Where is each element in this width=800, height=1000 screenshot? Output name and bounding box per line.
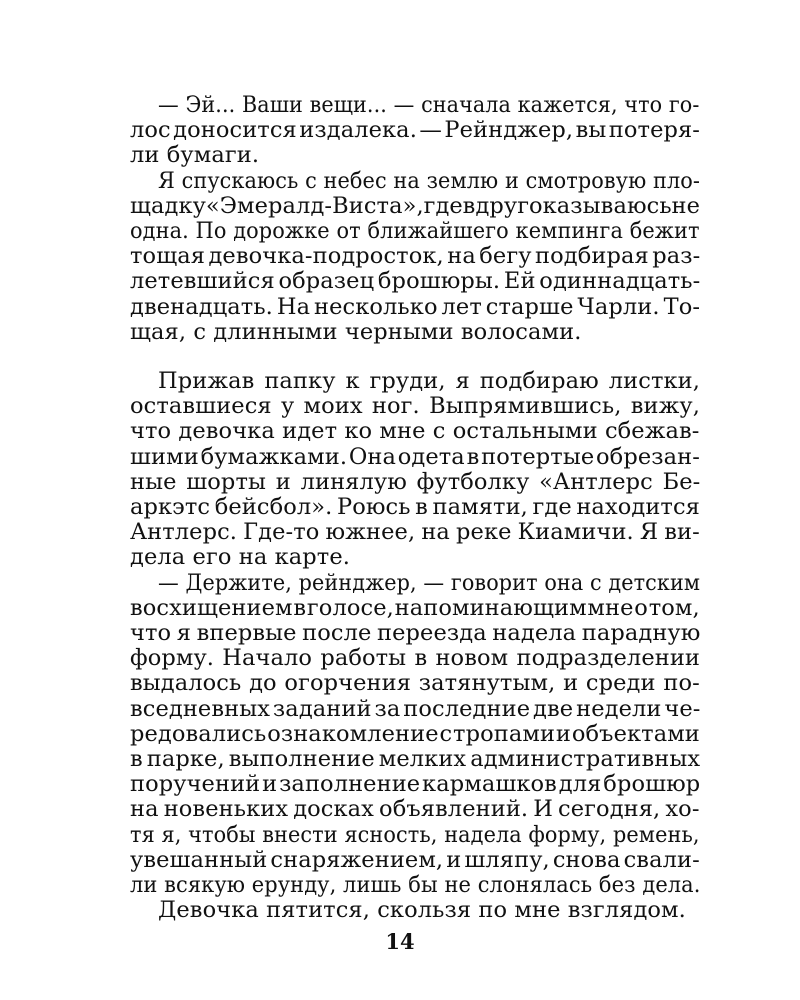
text-line: поручений и заполнение кармашков для брошюр — [130, 771, 701, 798]
text-line: оставшиеся у моих ног. Выпрямившись, вижу, — [130, 393, 700, 420]
text-line: ли всякую ерунду, лишь бы не слонялась без дела. — [130, 872, 701, 898]
text-line: на новеньких досках объявлений. И сегодня, хо- — [130, 796, 700, 823]
text-line: выдалось до огорчения затянутым, и среди по- — [130, 670, 700, 697]
text-line: вседневных заданий за последние две недели че- — [130, 695, 701, 722]
text-line: — Держите, рейнджер, — говорит она с детским — [158, 569, 701, 596]
text-line: восхищением в голосе, напоминающим мне о том, — [130, 594, 700, 621]
text-line: летевшийся образец брошюры. Ей одиннадцать- — [130, 268, 701, 295]
text-line: тя я, чтобы внести ясность, надела форму, ремень, — [130, 821, 700, 848]
text-line: что девочка идет ко мне с остальными сбежав- — [130, 418, 700, 445]
text-line: ли бумаги. — [130, 142, 260, 169]
text-line: аркэтс бейсбол». Роюсь в памяти, где находится — [130, 494, 700, 520]
text-line: в парке, выполнение мелких административных — [130, 746, 701, 772]
text-line: — Эй... Ваши вещи... — сначала кажется, что го- — [158, 92, 700, 118]
text-line: Антлерс. Где-то южнее, на реке Киамичи. Я ви- — [130, 519, 700, 546]
text-line: тощая девочка-подросток, на бегу подбирая раз- — [130, 243, 701, 270]
page-number: 14 — [385, 929, 415, 955]
text-line: дела его на карте. — [130, 544, 350, 571]
text-line: ные шорты и линялую футболку «Антлерс Бе- — [130, 468, 701, 495]
text-line: лос доносится издалека. — Рейнджер, вы потеря- — [130, 117, 700, 144]
text-line: форму. Начало работы в новом подразделении — [130, 645, 701, 672]
text-line: щадку «Эмералд-Виста», где вдруг оказываюсь не — [130, 192, 701, 219]
text-line: редовались ознакомление с тропами и объектами — [130, 720, 700, 747]
text-line: шими бумажками. Она одета в потертые обрезан- — [130, 443, 700, 470]
text-line: Девочка пятится, скользя по мне взглядом. — [158, 897, 686, 924]
text-line: Прижав папку к груди, я подбираю листки, — [158, 368, 701, 394]
text-line: двенадцать. На несколько лет старше Чарли. То- — [130, 293, 701, 320]
text-line: щая, с длинными черными волосами. — [130, 318, 582, 345]
text-line: увешанный снаряжением, и шляпу, снова свали- — [130, 846, 700, 873]
text-line: что я впервые после переезда надела парадную — [130, 620, 701, 646]
text-line: одна. По дорожке от ближайшего кемпинга бежит — [130, 218, 700, 244]
text-line: Я спускаюсь с небес на землю и смотровую пло- — [158, 167, 701, 194]
